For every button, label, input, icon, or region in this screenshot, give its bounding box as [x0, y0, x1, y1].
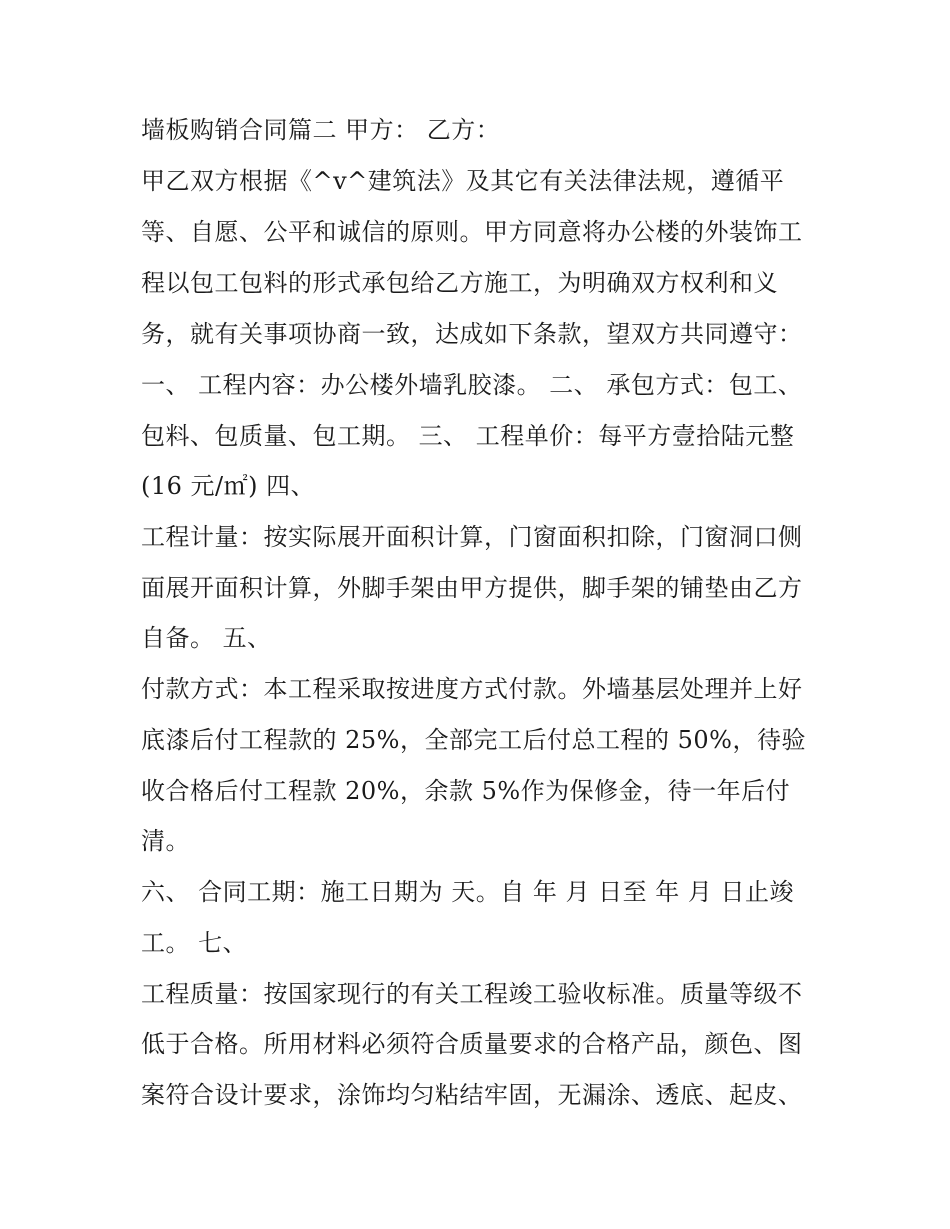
text-line: 甲乙双方根据《^v^建筑法》及其它有关法律法规，遵循平 — [141, 167, 785, 195]
text-line: 六、 合同工期：施工日期为 天。自 年 月 日至 年 月 日止竣 — [141, 878, 795, 906]
text-line: 自备。 五、 — [141, 624, 272, 652]
text-line: 工程质量：按国家现行的有关工程竣工验收标准。质量等级不 — [141, 980, 803, 1008]
text-line: 务，就有关事项协商一致，达成如下条款，望双方共同遵守： — [141, 320, 803, 348]
text-line: 付款方式：本工程采取按进度方式付款。外墙基层处理并上好 — [141, 675, 803, 703]
text-line: 程以包工包料的形式承包给乙方施工，为明确双方权利和义 — [141, 269, 778, 297]
text-line: 工。 七、 — [141, 929, 248, 957]
text-line: 收合格后付工程款 20%，余款 5%作为保修金，待一年后付 — [141, 777, 791, 805]
text-line: 面展开面积计算，外脚手架由甲方提供，脚手架的铺垫由乙方 — [141, 574, 803, 602]
text-line: 工程计量：按实际展开面积计算，门窗面积扣除，门窗洞口侧 — [141, 523, 803, 551]
text-line: 包料、包质量、包工期。 三、 工程单价：每平方壹拾陆元整 — [141, 422, 795, 450]
text-line: 底漆后付工程款的 25%，全部完工后付总工程的 50%，待验 — [141, 726, 806, 754]
text-line: 墙板购销合同篇二 甲方： 乙方： — [141, 116, 501, 144]
text-line: 清。 — [141, 827, 190, 855]
text-line: 等、自愿、公平和诚信的原则。甲方同意将办公楼的外装饰工 — [141, 218, 803, 246]
text-line: (16 元/㎡) 四、 — [141, 472, 316, 500]
text-line: 一、 工程内容：办公楼外墙乳胶漆。 二、 承包方式：包工、 — [141, 371, 803, 399]
text-line: 低于合格。所用材料必须符合质量要求的合格产品，颜色、图 — [141, 1030, 803, 1058]
text-line: 案符合设计要求，涂饰均匀粘结牢固，无漏涂、透底、起皮、 — [141, 1081, 803, 1109]
